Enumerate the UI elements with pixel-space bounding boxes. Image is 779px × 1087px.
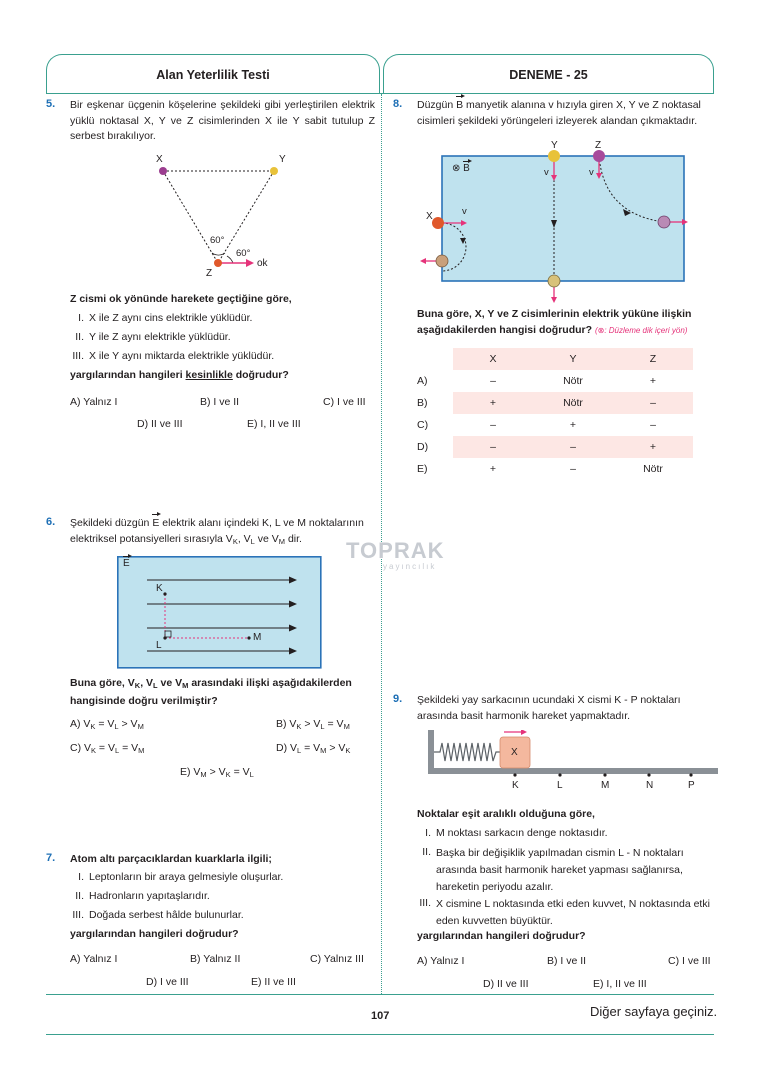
q5-option-d[interactable]: D) II ve III xyxy=(137,418,183,430)
watermark-brand: TOPRAK xyxy=(346,538,445,563)
q7-stem: Atom altı parçacıklardan kuarklarla ilgili; xyxy=(70,853,272,865)
q8-field-symbol: B xyxy=(456,98,463,114)
q5-figure xyxy=(140,150,300,280)
q6-option-c[interactable]: C) $V_K = V_L = V_M$ xyxy=(70,742,145,755)
q8-fig-charge-x-in xyxy=(432,217,444,229)
header-left xyxy=(46,54,380,94)
q5-stem: Bir eşkenar üçgenin köşelerine şekildeki gibi yerleştirilen elektrik yüklü noktasal X, Y ve Z cisimlerinden X ile Y sabit tutulup Z serbest bırakılıyor. xyxy=(70,99,375,142)
q5-fig-arrow-head xyxy=(246,259,254,267)
footer-rule xyxy=(46,994,714,995)
q7-item-2: II. Hadronların yapıtaşlarıdır. xyxy=(75,890,210,902)
q9-number: 9. xyxy=(393,693,403,705)
q9-fig-wall xyxy=(428,730,434,774)
q5-option-b[interactable]: B) I ve II xyxy=(200,396,240,408)
header-right xyxy=(383,54,714,94)
q8-fig-charge-y-in xyxy=(548,150,560,162)
header-right-title: DENEME - 25 xyxy=(509,67,588,82)
q9-option-a[interactable]: A) Yalnız I xyxy=(417,955,465,967)
q6-fig-label-e: E xyxy=(123,558,130,569)
q5-fig-charge-z xyxy=(214,259,222,267)
q8-table-col-x: X xyxy=(453,348,533,370)
q9-fig-label-l: L xyxy=(557,780,563,791)
q5-fig-ok: ok xyxy=(257,258,268,269)
q8-fig-b-label: ⊗ B xyxy=(452,163,470,174)
q9-ask: yargılarından hangileri doğrudur? xyxy=(417,930,586,942)
q6-fig-label-m: M xyxy=(253,632,262,643)
q9-item-1: I. M noktası sarkacın denge noktasıdır. xyxy=(425,827,608,839)
q5-number: 5. xyxy=(46,98,56,110)
watermark-sub: yayıncılık xyxy=(383,562,437,571)
q9-option-d[interactable]: D) II ve III xyxy=(483,978,529,990)
q8-fig-charge-z-in xyxy=(593,150,605,162)
q6-stem: Şekildeki düzgün E elektrik alanı içindeki K, L ve M noktalarının elektriksel potansiyelleri sırasıyla $V_K$, $V_L$ ve $V_M$ dir. xyxy=(70,517,364,546)
q5-condition: Z cismi ok yönünde harekete geçtiğine göre, xyxy=(70,293,292,305)
q6-option-d[interactable]: D) $V_L = V_M > V_K$ xyxy=(276,742,351,755)
q5-fig-angle-arc2 xyxy=(227,256,233,263)
q8-fig-label-z: Z xyxy=(595,140,602,151)
q8-number: 8. xyxy=(393,98,403,110)
q7-item-1: I. Leptonların bir araya gelmesiyle oluşurlar. xyxy=(78,871,284,883)
header-rule xyxy=(46,93,714,94)
footer-rule-bottom xyxy=(46,1034,714,1035)
next-page-note: Diğer sayfaya geçiniz. xyxy=(590,1004,718,1019)
q7-option-a[interactable]: A) Yalnız I xyxy=(70,953,118,965)
q9-fig-point-l xyxy=(558,773,561,776)
q6-field-symbol: E xyxy=(152,516,159,532)
q8-fig-charge-x-out xyxy=(436,255,448,267)
q8-stem: Düzgün B manyetik alanına v hızıyla giren X, Y ve Z noktasal cisimleri şekildeki yörüngeleri izleyerek alandan çıkmaktadır. xyxy=(417,99,701,127)
q9-item-2: II. Başka bir değişiklik yapılmadan cismin L - N noktaları arasında basit harmonik hareket yapması sağlanırsa, hareketin periyodu azalır. xyxy=(422,846,684,893)
q8-fig-label-vx: v xyxy=(462,206,467,217)
q5-fig-angle1: 60° xyxy=(210,235,225,246)
q7-option-d[interactable]: D) I ve III xyxy=(146,976,189,988)
q6-number: 6. xyxy=(46,516,56,528)
q6-fig-label-k: K xyxy=(156,583,163,594)
q9-fig-spring xyxy=(434,743,500,761)
q9-condition: Noktalar eşit aralıklı olduğuna göre, xyxy=(417,808,595,820)
q5-fig-label-x: X xyxy=(156,154,163,165)
q8-fig-charge-z-out xyxy=(658,216,670,228)
q9-fig-point-m xyxy=(603,773,606,776)
q8-fig-label-vz: v xyxy=(589,167,594,178)
page-number: 107 xyxy=(371,1010,390,1022)
q6-option-b[interactable]: B) $V_K > V_L = V_M$ xyxy=(276,718,350,731)
q8-option-b[interactable]: B) + Nötr – xyxy=(417,392,693,414)
q5-fig-charge-x xyxy=(159,167,167,175)
q7-ask: yargılarından hangileri doğrudur? xyxy=(70,928,239,940)
q7-item-3: III. Doğada serbest hâlde bulunurlar. xyxy=(72,909,244,921)
q8-fig-label-y: Y xyxy=(551,140,558,151)
q9-figure xyxy=(428,730,718,780)
q9-fig-label-m: M xyxy=(601,780,610,791)
q7-option-c[interactable]: C) Yalnız III xyxy=(310,953,364,965)
q8-ask: Buna göre, X, Y ve Z cisimlerinin elektrik yüküne ilişkin aşağıdakilerden hangisi doğrudur? (⊗: Düzleme dik içeri yön) xyxy=(417,308,692,336)
q6-fig-point-l xyxy=(163,636,166,639)
q8-fig-charge-y-out xyxy=(548,275,560,287)
q5-item-1: I. X ile Z aynı cins elektrikle yüklüdür. xyxy=(78,312,253,324)
q9-option-c[interactable]: C) I ve III xyxy=(668,955,711,967)
q7-option-b[interactable]: B) Yalnız II xyxy=(190,953,241,965)
q8-option-d[interactable]: D) – – + xyxy=(417,436,693,458)
q9-fig-floor xyxy=(428,768,718,774)
q6-fig-point-m xyxy=(247,636,250,639)
q6-figure xyxy=(117,556,322,669)
q8-note: (⊗: Düzleme dik içeri yön) xyxy=(594,325,688,335)
q8-option-e[interactable]: E) + – Nötr xyxy=(417,463,663,475)
q5-fig-angle2: 60° xyxy=(236,248,251,259)
q9-fig-point-k xyxy=(513,773,516,776)
q5-option-c[interactable]: C) I ve III xyxy=(323,396,366,408)
q5-fig-label-y: Y xyxy=(279,154,286,165)
q7-option-e[interactable]: E) II ve III xyxy=(251,976,296,988)
q5-fig-label-z: Z xyxy=(206,268,213,279)
header-left-title: Alan Yeterlilik Testi xyxy=(156,67,270,82)
q9-fig-point-p xyxy=(689,773,692,776)
q5-fig-angle-arc1 xyxy=(212,253,225,255)
q6-fig-label-l: L xyxy=(156,640,162,651)
q8-option-c[interactable]: C) – + – xyxy=(417,419,656,431)
q5-option-e[interactable]: E) I, II ve III xyxy=(247,418,301,430)
q6-ask: Buna göre, $V_K$, $V_L$ ve $V_M$ arasındaki ilişki aşağıdakilerden hangisinde doğru verilmiştir? xyxy=(70,677,352,707)
q5-item-3: III. X ile Y aynı miktarda elektrikle yüklüdür. xyxy=(72,350,275,362)
q6-fig-point-k xyxy=(163,592,166,595)
q8-table-col-z: Z xyxy=(613,348,693,370)
q5-fig-side-xz xyxy=(163,171,218,263)
q6-option-a[interactable]: A) $V_K = V_L > V_M$ xyxy=(70,718,144,731)
q5-ask: yargılarından hangileri kesinlikle doğrudur? xyxy=(70,369,289,381)
q7-number: 7. xyxy=(46,852,56,864)
q9-option-e[interactable]: E) I, II ve III xyxy=(593,978,647,990)
q8-answer-table xyxy=(417,348,693,480)
q9-fig-label-k: K xyxy=(512,780,519,791)
q5-option-a[interactable]: A) Yalnız I xyxy=(70,396,118,408)
q6-option-e[interactable]: E) $V_M > V_K = V_L$ xyxy=(180,766,254,779)
q5-fig-charge-y xyxy=(270,167,278,175)
q8-table-header xyxy=(417,348,693,370)
q8-fig-label-x: X xyxy=(426,211,433,222)
q9-fig-label-p: P xyxy=(688,780,695,791)
q5-item-2: II. Y ile Z aynı elektrikle yüklüdür. xyxy=(75,331,231,343)
q9-stem: Şekildeki yay sarkacının ucundaki X cismi K - P noktaları arasında basit harmonik hareket yapmaktadır. xyxy=(417,694,681,722)
q8-figure xyxy=(418,136,694,306)
q9-fig-label-n: N xyxy=(646,780,654,791)
q8-fig-label-vy: v xyxy=(544,167,549,178)
q9-option-b[interactable]: B) I ve II xyxy=(547,955,587,967)
q8-table-col-y: Y xyxy=(533,348,613,370)
q9-fig-point-n xyxy=(647,773,650,776)
q9-fig-label-x: X xyxy=(511,747,518,758)
q8-option-a[interactable]: A) – Nötr + xyxy=(417,375,657,387)
q9-item-3: III. X cismine L noktasında etki eden kuvvet, N noktasında etki eden kuvvetten büyüktür. xyxy=(419,897,710,927)
